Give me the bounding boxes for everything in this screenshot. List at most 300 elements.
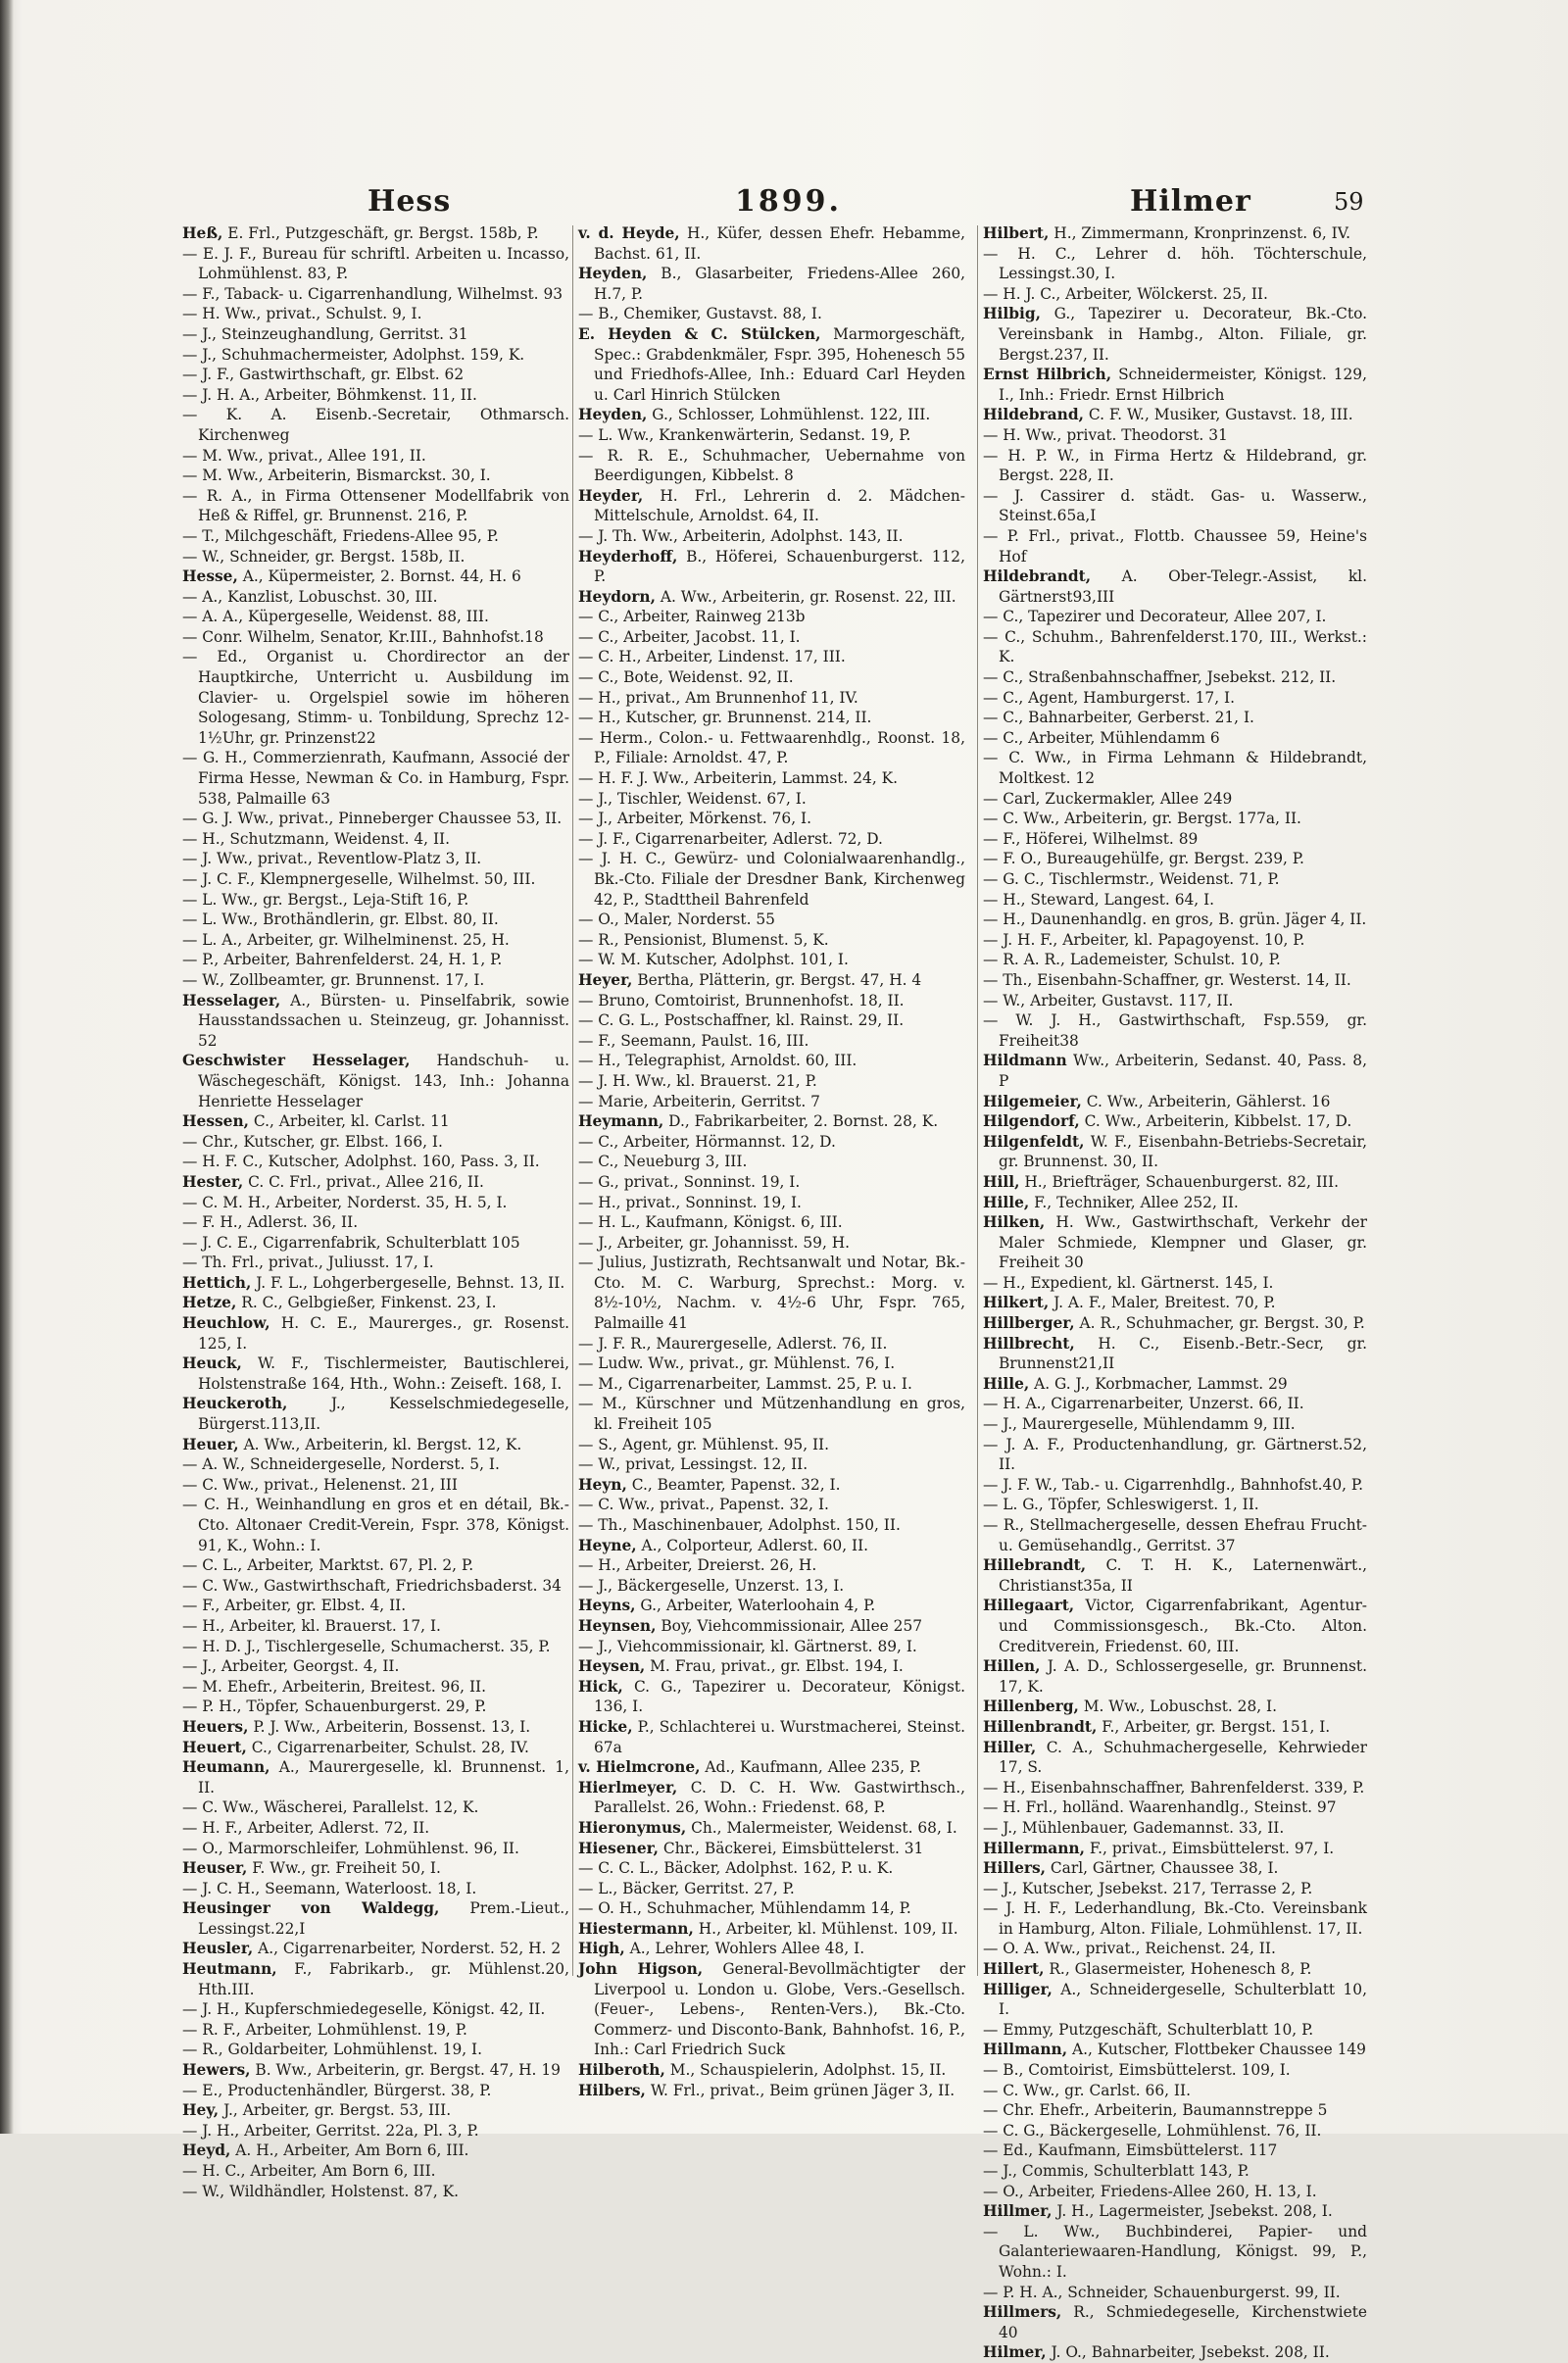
entry-details: A., Lehrer, Wohlers Allee 48, I. — [624, 1940, 865, 1958]
entry-details: Marmorgeschäft, Spec.: Grabdenkmäler, Fspr. 395, Hohenesch 55 und Friedhofs-Allee, Inh.: Eduard Carl Heyden u. Carl Hinrich Stülcken — [594, 324, 965, 404]
directory-entry — [983, 1132, 1367, 1172]
directory-entry — [578, 1919, 965, 1940]
directory-entry — [578, 950, 965, 970]
directory-entry — [182, 970, 569, 991]
entry-details: — G. J. Ww., privat., Pinneberger Chaussee 53, II. — [182, 810, 563, 828]
entry-details: — C. Ww., in Firma Lehmann & Hildebrandt, Moltkest. 12 — [983, 749, 1367, 788]
directory-entry — [578, 1475, 965, 1496]
entry-details: R., Schmiedegeselle, Kirchenstwiete 40 — [999, 2303, 1367, 2341]
entry-surname: Hilkert, — [983, 1294, 1050, 1312]
directory-entry — [578, 223, 965, 264]
directory-entry — [182, 1697, 569, 1717]
entry-details: — J. Cassirer d. städt. Gas- u. Wasserw., Steinst.65a,I — [983, 486, 1367, 525]
entry-details: D., Fabrikarbeiter, 2. Bornst. 28, K. — [663, 1112, 939, 1131]
entry-surname: Hilberoth, — [578, 2061, 665, 2080]
directory-entry — [578, 1555, 965, 1576]
directory-entry — [983, 2141, 1367, 2161]
entry-details: W. F., Tischlermeister, Bautischlerei, Holstenstraße 164, Hth., Wohn.: Zeiseft. 168, I. — [198, 1354, 569, 1393]
entry-details: Victor, Cigarrenfabrikant, Agentur- und Commissionsgesch., Bk.-Cto. Alton. Creditverein, Friedenst. 60, III. — [999, 1597, 1367, 1655]
entry-surname: Heysen, — [578, 1657, 646, 1676]
entry-details: P. J. Ww., Arbeiterin, Bossenst. 13, I. — [248, 1717, 531, 1736]
entry-surname: Hettich, — [182, 1273, 252, 1292]
directory-entry — [983, 1656, 1367, 1697]
entry-details: J. A. D., Schlossergeselle, gr. Brunnenst. 17, K. — [999, 1657, 1367, 1696]
entry-details: C. Ww., Arbeiterin, Gählerst. 16 — [1081, 1092, 1331, 1110]
directory-entry — [182, 2020, 569, 2041]
directory-entry — [578, 849, 965, 910]
entry-details: C. D. C. H. Ww. Gastwirthsch., Parallelst. 26, Wohn.: Friedenst. 68, P. — [594, 1778, 965, 1817]
directory-entry — [578, 1656, 965, 1677]
column-divider — [572, 225, 573, 1976]
directory-entry — [182, 405, 569, 445]
entry-details: — J., Steinzeughandlung, Gerritst. 31 — [182, 324, 468, 343]
directory-entry — [983, 1596, 1367, 1656]
entry-details: — L. G., Töpfer, Schleswigerst. 1, II. — [983, 1496, 1259, 1514]
entry-details: — J. F. W., Tab.- u. Cigarrenhdlg., Bahnhofst.40, P. — [983, 1475, 1364, 1494]
entry-details: A., Kutscher, Flottbeker Chaussee 149 — [1067, 2041, 1366, 2059]
entry-details: — R. A., in Firma Ottensener Modellfabrik von Heß & Riffel, gr. Brunnenst. 216, P. — [182, 486, 569, 525]
entry-surname: Hill, — [983, 1172, 1020, 1191]
directory-entry — [182, 1717, 569, 1738]
entry-details: A. Ober-Telegr.-Assist, kl. Gärtnerst93,III — [999, 567, 1367, 606]
entry-details: — J. H., Arbeiter, Gerritst. 22a, Pl. 3, P. — [182, 2121, 479, 2140]
entry-details: R., Glasermeister, Hohenesch 8, P. — [1044, 1960, 1312, 1979]
entry-details: — H. F. C., Kutscher, Adolphst. 160, Pass. 3, II. — [182, 1153, 540, 1171]
directory-entry — [182, 1132, 569, 1153]
directory-entry — [578, 1879, 965, 1899]
entry-details: F., Arbeiter, gr. Bergst. 151, I. — [1097, 1717, 1331, 1736]
entry-details: — M. Ww., Arbeiterin, Bismarckst. 30, I. — [182, 467, 491, 485]
directory-entry — [983, 1212, 1367, 1273]
entry-details: — J., Maurergeselle, Mühlendamm 9, III. — [983, 1415, 1296, 1434]
entry-details: — O., Arbeiter, Friedens-Allee 260, H. 13, I. — [983, 2182, 1317, 2200]
entry-details: C. G., Tapezirer u. Decorateur, Königst. 136, I. — [594, 1677, 965, 1716]
entry-details: — Herm., Colon.- u. Fettwaarenhdlg., Roonst. 18, P., Filiale: Arnoldst. 47, P. — [578, 728, 965, 767]
directory-entry — [182, 1495, 569, 1555]
entry-details: — G. C., Tischlermstr., Weidenst. 71, P. — [983, 870, 1280, 888]
entry-surname: Hildebrandt, — [983, 567, 1092, 586]
directory-entry — [983, 2201, 1367, 2222]
directory-entry — [983, 1414, 1367, 1435]
directory-entry — [983, 304, 1367, 365]
directory-entry — [983, 688, 1367, 709]
directory-entry — [983, 890, 1367, 911]
entry-details: — M. Ehefr., Arbeiterin, Breitest. 96, II. — [182, 1677, 487, 1696]
entry-surname: Hille, — [983, 1193, 1030, 1211]
directory-entry — [983, 1495, 1367, 1515]
entry-details: — R. A. R., Lademeister, Schulst. 10, P. — [983, 951, 1281, 969]
directory-entry — [182, 466, 569, 486]
entry-surname: Heyden, — [578, 406, 648, 424]
directory-entry — [578, 1031, 965, 1052]
directory-entry — [182, 1273, 569, 1294]
entry-details: — F., Höferei, Wilhelmst. 89 — [983, 829, 1199, 848]
entry-details: — L. Ww., Buchbinderei, Papier- und Galanteriewaaren-Handlung, Königst. 99, P., Wohn.: I. — [983, 2222, 1367, 2281]
entry-details: H. Frl., Lehrerin d. 2. Mädchen-Mittelschule, Arnoldst. 64, II. — [594, 486, 965, 525]
directory-entry — [983, 748, 1367, 788]
entry-details: — J., Arbeiter, gr. Johannisst. 59, H. — [578, 1233, 851, 1252]
entry-details: — J., Tischler, Weidenst. 67, I. — [578, 789, 807, 808]
directory-entry — [578, 1959, 965, 2060]
directory-entry — [182, 1253, 569, 1273]
directory-entry — [182, 1313, 569, 1354]
entry-details: C. A., Schuhmachergeselle, Kehrwieder 17, S. — [999, 1738, 1367, 1777]
directory-entry — [182, 1354, 569, 1394]
entry-details: C. C. Frl., privat., Allee 216, II. — [243, 1172, 484, 1191]
directory-entry — [578, 1839, 965, 1859]
directory-entry — [182, 1596, 569, 1616]
entry-details: J. A. F., Maler, Breitest. 70, P. — [1049, 1294, 1276, 1312]
entry-details: — H., Telegraphist, Arnoldst. 60, III. — [578, 1052, 858, 1070]
entry-details: — H. D. J., Tischlergeselle, Schumacherst. 35, P. — [182, 1637, 551, 1655]
entry-details: H., Zimmermann, Kronprinzenst. 6, IV. — [1049, 224, 1351, 242]
directory-entry — [182, 930, 569, 951]
entry-details: — J. C. H., Seemann, Waterloost. 18, I. — [182, 1879, 477, 1897]
directory-entry — [182, 324, 569, 345]
entry-surname: Hetze, — [182, 1294, 237, 1312]
directory-entry — [182, 607, 569, 627]
entry-details: — H., privat., Sonninst. 19, I. — [578, 1193, 802, 1211]
entry-surname: Heyne, — [578, 1536, 637, 1554]
entry-details: — Ludw. Ww., privat., gr. Mühlenst. 76, I. — [578, 1354, 896, 1373]
entry-details: — C., Tapezirer und Decorateur, Allee 207, I. — [983, 608, 1327, 626]
entry-details: — H. C., Arbeiter, Am Born 6, III. — [182, 2162, 436, 2180]
entry-surname: Geschwister Hesselager, — [182, 1052, 411, 1070]
directory-entry — [983, 930, 1367, 951]
directory-entry — [182, 1576, 569, 1597]
entry-surname: Hillenberg, — [983, 1698, 1079, 1716]
directory-entry — [578, 627, 965, 648]
directory-entry — [578, 1717, 965, 1757]
directory-entry — [182, 385, 569, 406]
directory-entry — [182, 1172, 569, 1193]
directory-entry — [182, 1757, 569, 1797]
entry-details: — F., Taback- u. Cigarrenhandlung, Wilhelmst. 93 — [182, 284, 564, 303]
entry-details: — C. L., Arbeiter, Marktst. 67, Pl. 2, P. — [182, 1556, 474, 1575]
directory-entry — [578, 708, 965, 728]
directory-entry — [182, 849, 569, 869]
directory-entry — [182, 2060, 569, 2081]
entry-details: H. C. E., Maurerges., gr. Rosenst. 125, I. — [198, 1314, 569, 1353]
directory-entry — [983, 2040, 1367, 2060]
entry-details: A., Küpermeister, 2. Bornst. 44, H. 6 — [237, 567, 521, 586]
directory-entry — [182, 284, 569, 305]
entry-surname: John Higson, — [578, 1960, 704, 1979]
entry-details: C. F. W., Musiker, Gustavst. 18, III. — [1083, 406, 1353, 424]
directory-entry — [983, 1092, 1367, 1112]
directory-entry — [983, 2020, 1367, 2041]
entry-surname: Heutmann, — [182, 1960, 277, 1979]
entry-details: Ch., Malermeister, Weidenst. 68, I. — [686, 1818, 957, 1837]
header-left-catchword: Hess — [368, 184, 452, 219]
entry-details: — H., Eisenbahnschaffner, Bahrenfelderst. 339, P. — [983, 1778, 1365, 1797]
entry-surname: Heydorn, — [578, 587, 656, 606]
entry-details: J. H., Lagermeister, Jsebekst. 208, I. — [1052, 2202, 1333, 2221]
directory-entry — [578, 1616, 965, 1637]
directory-entry — [983, 991, 1367, 1011]
directory-entry — [983, 1273, 1367, 1294]
entry-surname: Hillen, — [983, 1657, 1041, 1676]
entry-surname: Hewers, — [182, 2061, 251, 2080]
directory-entry — [983, 1697, 1367, 1717]
directory-entry — [578, 789, 965, 810]
directory-entry — [983, 284, 1367, 305]
entry-details: W. Frl., privat., Beim grünen Jäger 3, II. — [645, 2081, 956, 2099]
entry-details: R. C., Gelbgießer, Finkenst. 23, I. — [236, 1294, 497, 1312]
directory-entry — [182, 1637, 569, 1657]
directory-entry — [983, 1839, 1367, 1859]
directory-entry — [983, 2182, 1367, 2202]
entry-details: — C. Ww., privat., Helenenst. 21, III — [182, 1475, 458, 1494]
entry-details: — H., privat., Am Brunnenhof 11, IV. — [578, 688, 858, 707]
directory-entry — [182, 547, 569, 567]
entry-details: — C. H., Arbeiter, Lindenst. 17, III. — [578, 648, 846, 666]
page-header — [162, 184, 1367, 223]
entry-details: — E., Productenhändler, Bürgerst. 38, P. — [182, 2081, 492, 2099]
entry-details: C., Beamter, Papenst. 32, I. — [626, 1475, 841, 1494]
directory-entry — [983, 1797, 1367, 1818]
directory-entry — [182, 1293, 569, 1313]
entry-details: — H. P. W., in Firma Hertz & Hildebrand, gr. Bergst. 228, II. — [983, 446, 1367, 485]
entry-details: — T., Milchgeschäft, Friedens-Allee 95, P. — [182, 526, 499, 545]
entry-details: A., Schneidergeselle, Schulterblatt 10, I. — [999, 1980, 1367, 2019]
directory-entry — [983, 1394, 1367, 1414]
entry-surname: Hilgendorf, — [983, 1112, 1080, 1131]
entry-details: H. C., Eisenb.-Betr.-Secr, gr. Brunnenst21,II — [999, 1334, 1367, 1373]
entry-surname: E. Heyden & C. Stülcken, — [578, 324, 821, 343]
entry-details: H., Küfer, dessen Ehefr. Hebamme, Bachst. 61, II. — [594, 224, 965, 263]
entry-details: G., Arbeiter, Waterloohain 4, P. — [635, 1597, 876, 1615]
directory-entry — [983, 1879, 1367, 1899]
entry-details: — C., Arbeiter, Jacobst. 11, I. — [578, 627, 801, 646]
entry-details: — H. Ww., privat., Schulst. 9, I. — [182, 305, 422, 323]
entry-details: — H., Steward, Langest. 64, I. — [983, 890, 1215, 909]
directory-entry — [983, 405, 1367, 425]
entry-surname: Hilliger, — [983, 1980, 1053, 1998]
directory-entry — [578, 1677, 965, 1717]
entry-details: F., Fabrikarb., gr. Mühlenst.20, Hth.III. — [198, 1960, 569, 1998]
directory-entry — [578, 1193, 965, 1213]
entry-details: — O. A. Ww., privat., Reichenst. 24, II. — [983, 1940, 1276, 1958]
entry-details: — H. J. C., Arbeiter, Wölckerst. 25, II. — [983, 284, 1268, 303]
entry-surname: Ernst Hilbrich, — [983, 366, 1112, 384]
entry-details: J. F. L., Lohgerbergeselle, Behnst. 13, II. — [251, 1273, 565, 1292]
directory-entry — [578, 910, 965, 930]
directory-entry — [578, 809, 965, 829]
directory-entry — [578, 1051, 965, 1071]
directory-entry — [983, 486, 1367, 526]
entry-details: — J. H. Ww., kl. Brauerst. 21, P. — [578, 1071, 817, 1090]
entry-details: — M., Kürschner und Mützenhandlung en gros, kl. Freiheit 105 — [578, 1395, 965, 1434]
directory-entry — [983, 446, 1367, 486]
directory-entry — [182, 223, 569, 244]
entry-surname: Heuck, — [182, 1354, 242, 1373]
entry-details: — C., Schuhm., Bahrenfelderst.170, III., Werkst.: K. — [983, 627, 1367, 666]
directory-entry — [983, 829, 1367, 850]
directory-entry — [983, 627, 1367, 667]
entry-details: H., Briefträger, Schauenburgerst. 82, III. — [1019, 1172, 1339, 1191]
entry-details: C. Ww., Arbeiterin, Kibbelst. 17, D. — [1079, 1112, 1352, 1131]
entry-details: — O. H., Schuhmacher, Mühlendamm 14, P. — [578, 1899, 911, 1918]
directory-entry — [578, 2081, 965, 2101]
entry-details: — J. C. F., Klempnergeselle, Wilhelmst. 50, III. — [182, 870, 536, 888]
entry-details: — Carl, Zuckermakler, Allee 249 — [983, 789, 1233, 808]
directory-entry — [983, 1555, 1367, 1596]
directory-entry — [983, 2283, 1367, 2303]
entry-details: — L. Ww., Krankenwärterin, Sedanst. 19, P. — [578, 425, 911, 444]
directory-entry — [578, 1637, 965, 1657]
entry-surname: Hille, — [983, 1374, 1030, 1393]
directory-entry — [578, 2060, 965, 2081]
directory-entry — [578, 688, 965, 709]
entry-details: B., Glasarbeiter, Friedens-Allee 260, H.7, P. — [594, 265, 965, 303]
entry-surname: Heuchlow, — [182, 1314, 270, 1333]
entry-surname: Heuert, — [182, 1738, 247, 1756]
directory-entry — [182, 587, 569, 608]
entry-details: B., Höferei, Schauenburgerst. 112, P. — [594, 547, 965, 586]
directory-entry — [983, 566, 1367, 607]
entry-details: — P. H. A., Schneider, Schauenburgerst. 99, II. — [983, 2283, 1341, 2301]
directory-entry — [182, 1879, 569, 1899]
entry-surname: Hillebrandt, — [983, 1556, 1087, 1575]
directory-entry — [182, 627, 569, 648]
entry-details: C., Arbeiter, kl. Carlst. 11 — [249, 1112, 450, 1131]
directory-entry — [983, 1293, 1367, 1313]
directory-entry — [983, 708, 1367, 728]
entry-surname: Hey, — [182, 2101, 220, 2120]
entry-details: — Chr., Kutscher, gr. Elbst. 166, I. — [182, 1132, 443, 1151]
entry-details: F. Ww., gr. Freiheit 50, I. — [247, 1859, 441, 1878]
directory-entry — [182, 1839, 569, 1859]
entry-details: A. G. J., Korbmacher, Lammst. 29 — [1029, 1374, 1288, 1393]
entry-details: Boy, Viehcommissionair, Allee 257 — [656, 1616, 923, 1635]
entry-surname: Heyden, — [578, 265, 648, 283]
entry-details: — Bruno, Comtoirist, Brunnenhofst. 18, II. — [578, 991, 905, 1009]
directory-entry — [983, 607, 1367, 627]
directory-entry — [182, 1394, 569, 1434]
entry-details: — A. A., Küpergeselle, Weidenst. 88, III. — [182, 608, 489, 626]
directory-entry — [983, 869, 1367, 890]
entry-details: Prem.-Lieut., Lessingst.22,I — [198, 1899, 569, 1938]
entry-surname: Hieronymus, — [578, 1818, 687, 1837]
entry-surname: Heymann, — [578, 1112, 664, 1131]
entry-details: W. F., Eisenbahn-Betriebs-Secretair, gr. Brunnenst. 30, II. — [999, 1132, 1367, 1171]
entry-details: — J. F. R., Maurergeselle, Adlerst. 76, II. — [578, 1334, 888, 1353]
directory-entry — [983, 2060, 1367, 2081]
entry-details: G., Tapezirer u. Decorateur, Bk.-Cto. Vereinsbank in Hambg., Alton. Filiale, gr. Bergst.237, II. — [999, 305, 1367, 364]
entry-surname: Hillmann, — [983, 2041, 1068, 2059]
entry-details: A., Bürsten- u. Pinselfabrik, sowie Hausstandssachen u. Steinzeug, gr. Johannisst. 52 — [198, 991, 569, 1050]
entry-details: B. Ww., Arbeiterin, gr. Bergst. 47, H. 19 — [250, 2061, 561, 2080]
directory-entry — [578, 1071, 965, 1092]
entry-surname: Hester, — [182, 1172, 244, 1191]
directory-entry — [182, 345, 569, 366]
entry-surname: Hillegaart, — [983, 1597, 1075, 1615]
directory-entry — [182, 486, 569, 526]
directory-entry — [578, 1374, 965, 1395]
entry-details: — C., Bote, Weidenst. 92, II. — [578, 668, 794, 687]
entry-surname: Heyn, — [578, 1475, 627, 1494]
directory-entry — [983, 1111, 1367, 1132]
directory-entry — [182, 566, 569, 587]
entry-details: — J., Schuhmachermeister, Adolphst. 159, K. — [182, 345, 525, 364]
entry-details: — E. J. F., Bureau für schriftl. Arbeiten u. Incasso, Lohmühlenst. 83, P. — [182, 244, 569, 283]
directory-entry — [578, 768, 965, 789]
entry-details: — J. F., Gastwirthschaft, gr. Elbst. 62 — [182, 366, 465, 384]
entry-details: — J. Th. Ww., Arbeiterin, Adolphst. 143, II. — [578, 526, 904, 545]
entry-details: C., Cigarrenarbeiter, Schulst. 28, IV. — [246, 1738, 529, 1756]
entry-details: — A. W., Schneidergeselle, Norderst. 5, I. — [182, 1455, 500, 1474]
entry-details: — Marie, Arbeiterin, Gerritst. 7 — [578, 1092, 820, 1110]
entry-details: — Chr. Ehefr., Arbeiterin, Baumannstreppe 5 — [983, 2101, 1328, 2120]
entry-details: — C. G. L., Postschaffner, kl. Rainst. 29, II. — [578, 1011, 905, 1030]
directory-entry — [983, 1193, 1367, 1213]
entry-details: — W., Schneider, gr. Bergst. 158b, II. — [182, 547, 466, 566]
entry-details: — Ed., Organist u. Chordirector an der Hauptkirche, Unterricht u. Ausbildung im Clavier- u. Orgelspiel sowie im höheren Sologesang, Stimm- u. Tonbildung, Sprechz 12-1½Uhr, gr. Prinzenst22 — [182, 648, 569, 747]
header-right-catchword: Hilmer — [1130, 184, 1251, 219]
entry-details: Schneidermeister, Königst. 129, I., Inh.: Friedr. Ernst Hilbrich — [999, 366, 1367, 404]
directory-entry — [983, 728, 1367, 749]
directory-entry — [578, 446, 965, 486]
directory-entry — [983, 849, 1367, 869]
entry-details: — P., Arbeiter, Bahrenfelderst. 24, H. 1, P. — [182, 951, 503, 969]
entry-details: — J. C. E., Cigarrenfabrik, Schulterblatt 105 — [182, 1233, 520, 1252]
directory-entry — [578, 1596, 965, 1616]
entry-surname: Hillert, — [983, 1960, 1045, 1979]
directory-entry — [983, 1010, 1367, 1051]
entry-details: — H. Ww., privat. Theodorst. 31 — [983, 425, 1228, 444]
entry-details: P., Schlachterei u. Wurstmacherei, Steinst. 67a — [594, 1717, 965, 1756]
directory-entry — [182, 829, 569, 850]
directory-entry — [182, 446, 569, 467]
entry-details: — C. G., Bäckergeselle, Lohmühlenst. 76, II. — [983, 2121, 1322, 2140]
directory-entry — [182, 1152, 569, 1172]
directory-entry — [182, 1797, 569, 1818]
entry-surname: Hicke, — [578, 1717, 633, 1736]
entry-details: — A., Kanzlist, Lobuschst. 30, III. — [182, 587, 438, 606]
directory-entry — [578, 1858, 965, 1879]
entry-details: — Emmy, Putzgeschäft, Schulterblatt 10, P. — [983, 2020, 1314, 2039]
directory-entry — [182, 2100, 569, 2121]
directory-entry — [578, 1233, 965, 1254]
entry-details: — Ed., Kaufmann, Eimsbüttelerst. 117 — [983, 2141, 1278, 2160]
directory-entry — [182, 2121, 569, 2141]
directory-entry — [578, 547, 965, 587]
entry-details: — H. C., Lehrer d. höh. Töchterschule, Lessingst.30, I. — [983, 244, 1367, 283]
directory-entry — [578, 1394, 965, 1434]
directory-entry — [182, 304, 569, 324]
entry-details: M. Frau, privat., gr. Elbst. 194, I. — [645, 1657, 904, 1676]
entry-surname: Hesse, — [182, 567, 238, 586]
directory-entry — [182, 1656, 569, 1677]
entry-surname: Heß, — [182, 224, 223, 242]
directory-entry — [578, 1898, 965, 1919]
directory-entry — [578, 991, 965, 1011]
entry-details: — J., Mühlenbauer, Gademannst. 33, II. — [983, 1818, 1285, 1837]
directory-entry — [182, 1616, 569, 1637]
directory-entry — [983, 1515, 1367, 1555]
directory-entry — [182, 1555, 569, 1576]
entry-surname: Heusler, — [182, 1940, 254, 1958]
entry-details: — J., Kutscher, Jsebekst. 217, Terrasse 2, P. — [983, 1879, 1313, 1897]
entry-surname: Hilgenfeldt, — [983, 1132, 1085, 1151]
entry-details: — H. Frl., holländ. Waarenhandlg., Steinst. 97 — [983, 1798, 1337, 1817]
directory-entry — [983, 1435, 1367, 1475]
entry-surname: Heuckeroth, — [182, 1395, 288, 1413]
directory-entry — [182, 1111, 569, 1132]
directory-entry — [983, 1980, 1367, 2020]
entry-details: — B., Chemiker, Gustavst. 88, I. — [578, 305, 822, 323]
